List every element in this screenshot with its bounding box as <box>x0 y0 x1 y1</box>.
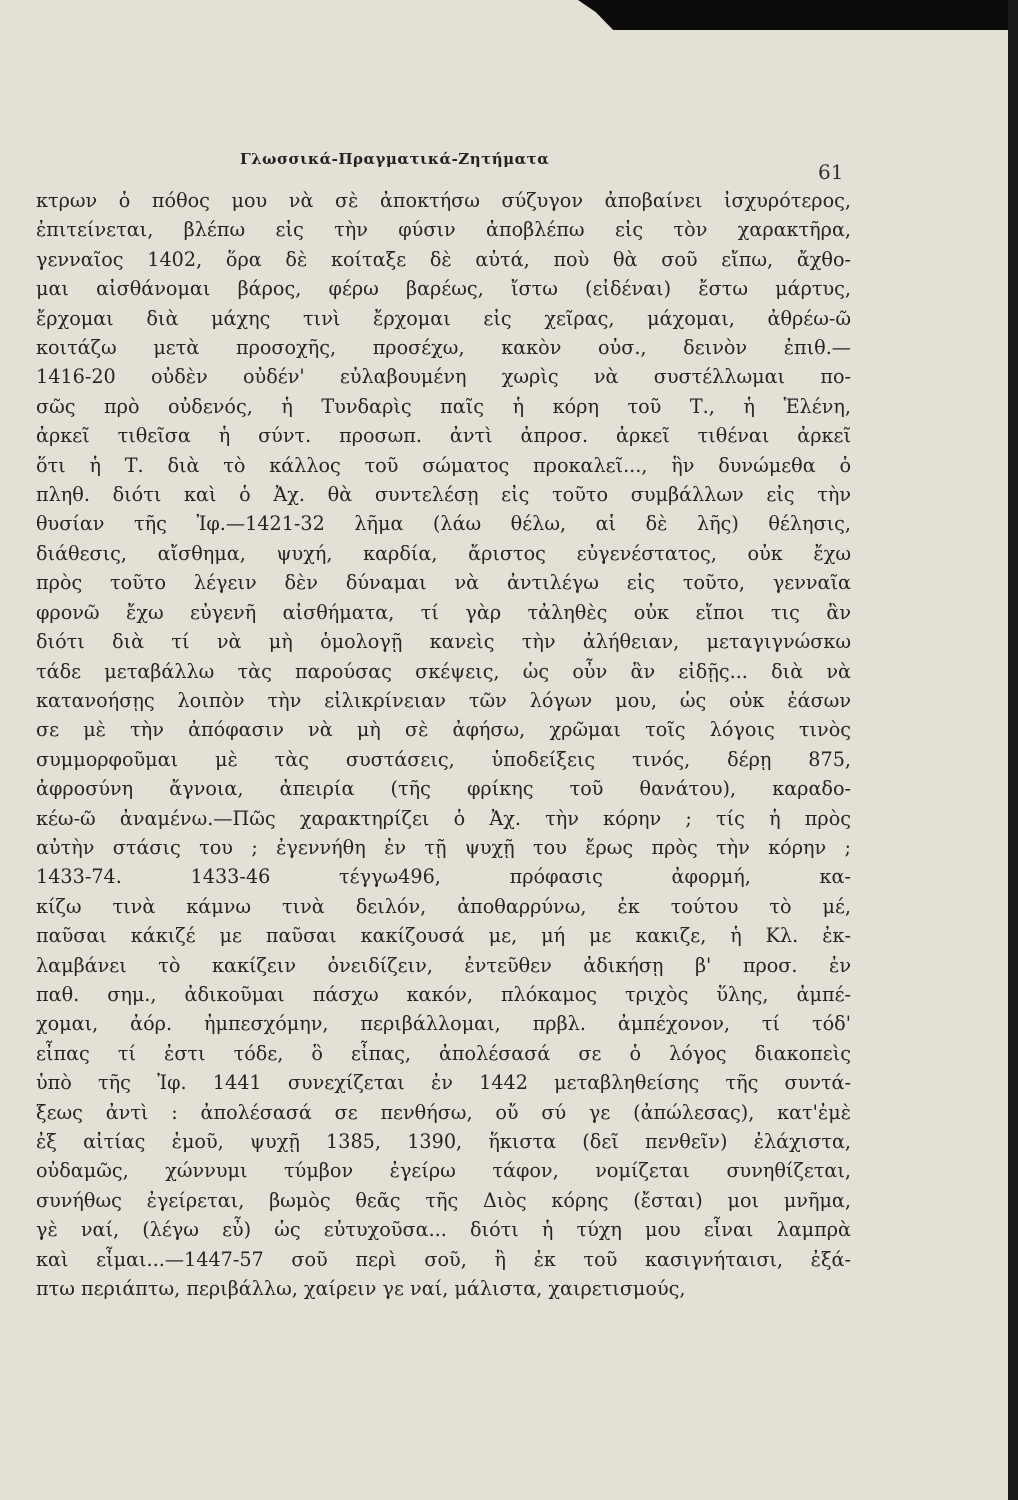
text-line: φρονῶ ἔχω εὐγενῆ αἰσθήματα, τί γὰρ τἀληθὲς οὐκ εἴποι τις ἂν <box>36 600 851 624</box>
scan-dark-corner <box>578 0 1018 30</box>
text-line: ἔρχομαι διὰ μάχης τινὶ ἔρχομαι εἰς χεῖρας, μάχομαι, ἀθρέω-ῶ <box>36 306 851 330</box>
text-line: σε μὲ τὴν ἀπόφασιν νὰ μὴ σὲ ἀφήσω, χρῶμαι τοῖς λόγοις τινὸς <box>36 718 851 742</box>
running-header: Γλωσσικά-Πραγματικά-Ζητήματα <box>240 150 550 168</box>
text-line: καὶ εἶμαι...—1447-57 σοῦ περὶ σοῦ, ἢ ἐκ τοῦ κασιγνήταισι, ἐξά- <box>36 1247 851 1271</box>
text-line: γὲ ναί, (λέγω εὖ) ὡς εὐτυχοῦσα... διότι ἡ τύχη μου εἶναι λαμπρὰ <box>36 1218 851 1242</box>
text-line: παθ. σημ., ἀδικοῦμαι πάσχω κακόν, πλόκαμος τριχὸς ὕλης, ἀμπέ- <box>36 982 851 1006</box>
text-line: πρὸς τοῦτο λέγειν δὲν δύναμαι νὰ ἀντιλέγω εἰς τοῦτο, γενναῖα <box>36 571 851 595</box>
text-line: ἀρκεῖ τιθεῖσα ἡ σύντ. προσωπ. ἀντὶ ἀπροσ. ἀρκεῖ τιθέναι ἀρκεῖ <box>36 424 851 448</box>
text-line: λαμβάνει τὸ κακίζειν ὀνειδίζειν, ἐντεῦθεν ἀδικήσῃ β' προσ. ἐν <box>36 953 851 977</box>
text-line: τάδε μεταβάλλω τὰς παρούσας σκέψεις, ὡς οὖν ἂν εἰδῇς... διὰ νὰ <box>36 659 851 683</box>
text-line: κτρων ὁ πόθος μου νὰ σὲ ἀποκτήσω σύζυγον ἀποβαίνει ἰσχυρότερος, <box>36 189 851 212</box>
text-line: κοιτάζω μετὰ προσοχῆς, προσέχω, κακὸν οὐσ., δεινὸν ἐπιθ.— <box>36 336 851 360</box>
text-line: οὐδαμῶς, χώννυμι τύμβον ἐγείρω τάφον, νομίζεται συνηθίζεται, <box>36 1159 851 1183</box>
text-line: ἐπιτείνεται, βλέπω εἰς τὴν φύσιν ἀποβλέπω εἰς τὸν χαρακτῆρα, <box>36 218 851 242</box>
text-line: πληθ. διότι καὶ ὁ Ἀχ. θὰ συντελέσῃ εἰς τοῦτο συμβάλλων εἰς τὴν <box>36 483 851 507</box>
text-line: θυσίαν τῆς Ἰφ.—1421-32 λῆμα (λάω θέλω, αἱ δὲ λῆς) θέλησις, <box>36 512 851 536</box>
text-line: συμμορφοῦμαι μὲ τὰς συστάσεις, ὑποδείξεις τινός, δέρῃ 875, <box>36 747 851 771</box>
text-line: κατανοήσῃς λοιπὸν τὴν εἰλικρίνειαν τῶν λόγων μου, ὡς οὐκ ἐάσων <box>36 688 851 712</box>
text-line: παῦσαι κάκιζέ με παῦσαι κακίζουσά με, μή με κακιζε, ἡ Κλ. ἐκ- <box>36 924 851 948</box>
text-line: κίζω τινὰ κάμνω τινὰ δειλόν, ἀποθαρρύνω, ἐκ τούτου τὸ μέ, <box>36 894 851 918</box>
text-line: 1433-74. 1433-46 τέγγω496, πρόφασις ἀφορμή, κα- <box>36 865 851 889</box>
text-line: αὐτὴν στάσις του ; ἐγεννήθη ἐν τῇ ψυχῇ του ἔρως πρὸς τὴν κόρην ; <box>36 835 851 859</box>
text-line: χομαι, ἀόρ. ἠμπεσχόμην, περιβάλλομαι, πρβλ. ἀμπέχονον, τί τόδ' <box>36 1012 851 1036</box>
text-line: διότι διὰ τί νὰ μὴ ὁμολογῇ κανεὶς τὴν ἀλήθειαν, μεταγιγνώσκω <box>36 630 851 654</box>
text-line: κέω-ῶ ἀναμένω.—Πῶς χαρακτηρίζει ὁ Ἀχ. τὴν κόρην ; τίς ἡ πρὸς <box>36 806 851 830</box>
text-line: πτω περιάπτω, περιβάλλω, χαίρειν γε ναί, μάλιστα, χαιρετισμούς, <box>36 1277 686 1301</box>
text-line: ὑπὸ τῆς Ἰφ. 1441 συνεχίζεται ἐν 1442 μεταβληθείσης τῆς συντά- <box>36 1071 851 1095</box>
text-line: διάθεσις, αἴσθημα, ψυχή, καρδία, ἄριστος εὐγενέστατος, οὐκ ἔχω <box>36 541 851 565</box>
text-line: 1416-20 οὐδὲν οὐδέν' εὐλαβουμένη χωρὶς νὰ συστέλλωμαι πο- <box>36 365 851 389</box>
text-line: μαι αἰσθάνομαι βάρος, φέρω βαρέως, ἴστω (εἰδέναι) ἔστω μάρτυς, <box>36 277 851 301</box>
scan-dark-edge <box>1008 0 1018 1500</box>
page-number: 61 <box>818 160 844 184</box>
text-line: γενναῖος 1402, ὅρα δὲ κοίταξε δὲ αὐτά, ποὺ θὰ σοῦ εἴπω, ἄχθο- <box>36 247 851 271</box>
text-line: εἶπας τί ἐστι τόδε, ὃ εἶπας, ἀπολέσασά σε ὁ λόγος διακοπεὶς <box>36 1041 851 1065</box>
text-line: σῶς πρὸ οὐδενός, ἡ Τυνδαρὶς παῖς ἡ κόρη τοῦ Τ., ἡ Ἑλένη, <box>36 394 851 418</box>
text-line: ἐξ αἰτίας ἐμοῦ, ψυχῇ 1385, 1390, ἥκιστα (δεῖ πενθεῖν) ἐλάχιστα, <box>36 1130 851 1153</box>
text-line: ὅτι ἡ Τ. διὰ τὸ κάλλος τοῦ σώματος προκαλεῖ..., ἣν δυνώμεθα ὁ <box>36 453 851 477</box>
commentary-text <box>36 186 851 1303</box>
text-line: ἀφροσύνη ἄγνοια, ἀπειρία (τῆς φρίκης τοῦ θανάτου), καραδο- <box>36 777 851 801</box>
text-line: ξεως ἀντὶ : ἀπολέσασά σε πενθήσω, οὔ σύ γε (ἀπώλεσας), κατ'ἐμὲ <box>36 1100 851 1124</box>
text-line: συνήθως ἐγείρεται, βωμὸς θεᾶς τῆς Διὸς κόρης (ἔσται) μοι μνῆμα, <box>36 1188 851 1212</box>
